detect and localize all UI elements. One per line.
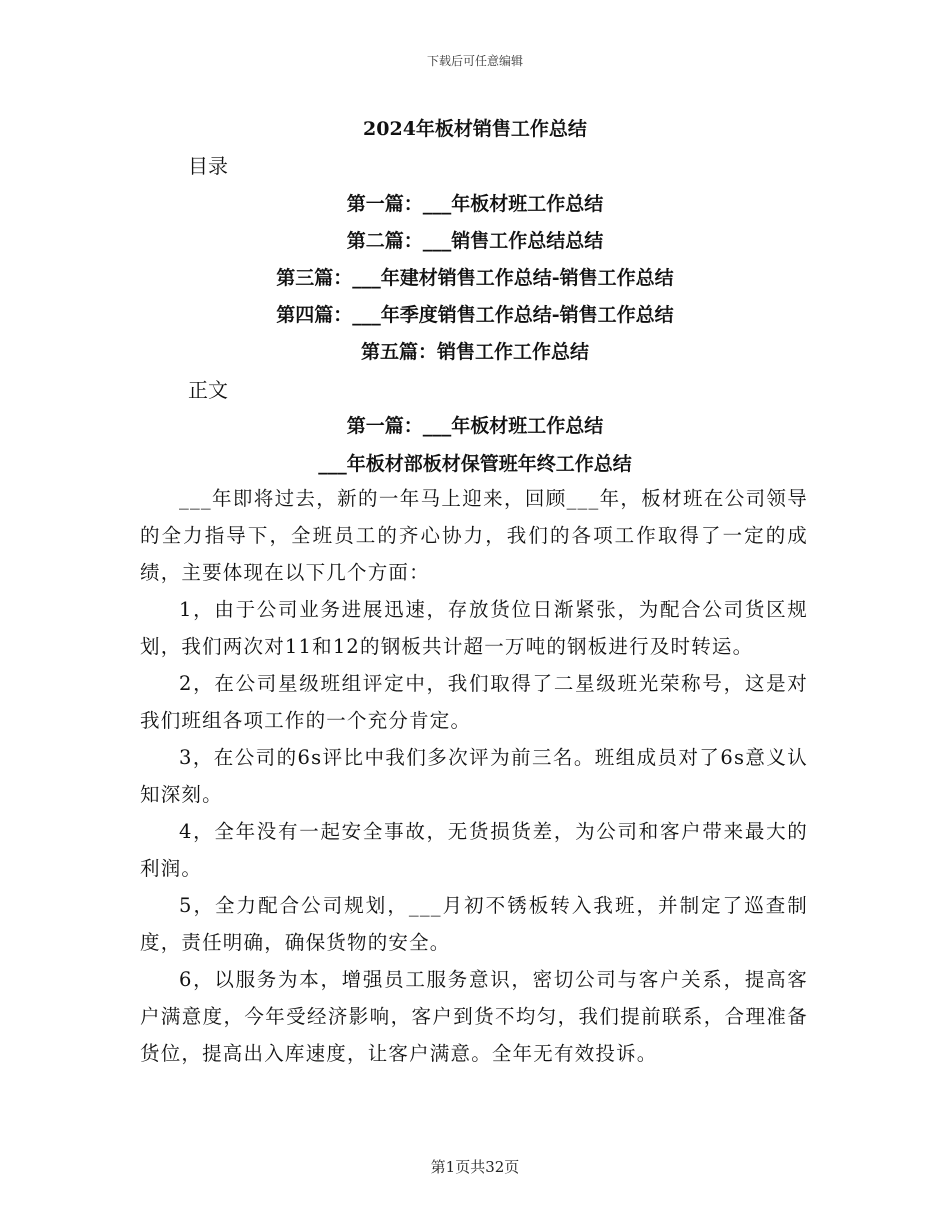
body-paragraph: 2，在公司星级班组评定中，我们取得了二星级班光荣称号，这是对我们班组各项工作的一个充分肯定。	[140, 672, 808, 732]
header-note: 下载后可任意编辑	[426, 54, 523, 68]
page-footer: 第1页共32页	[430, 1158, 520, 1176]
toc-item: 第二篇：___销售工作总结总结	[346, 230, 604, 252]
body-paragraph: 6，以服务为本，增强员工服务意识，密切公司与客户关系，提高客户满意度，今年受经济影响，客户到货不均匀，我们提前联系，合理准备货位，提高出入库速度，让客户满意。全年无有效投诉。	[140, 968, 808, 1065]
document-title: 2024年板材销售工作总结	[363, 118, 587, 140]
body-paragraph: 1，由于公司业务进展迅速，存放货位日渐紧张，为配合公司货区规划，我们两次对11和12的钢板共计超一万吨的钢板进行及时转运。	[140, 598, 808, 658]
toc-label: 目录	[188, 154, 228, 178]
body-paragraph: 4，全年没有一起安全事故，无货损货差，为公司和客户带来最大的利润。	[140, 820, 808, 880]
section-subheading: ___年板材部板材保管班年终工作总结	[318, 453, 632, 475]
toc-item: 第一篇：___年板材班工作总结	[346, 193, 604, 215]
section-heading: 第一篇：___年板材班工作总结	[346, 415, 604, 437]
body-paragraph: 5，全力配合公司规划，___月初不锈板转入我班，并制定了巡查制度，责任明确，确保货物的安全。	[140, 894, 808, 954]
toc-item: 第四篇：___年季度销售工作总结-销售工作总结	[276, 304, 674, 326]
toc-item: 第五篇：销售工作工作总结	[360, 341, 589, 363]
body-paragraph: ___年即将过去，新的一年马上迎来，回顾___年，板材班在公司领导的全力指导下，全班员工的齐心协力，我们的各项工作取得了一定的成绩，主要体现在以下几个方面：	[140, 487, 808, 584]
body-paragraph: 3，在公司的6s评比中我们多次评为前三名。班组成员对了6s意义认知深刻。	[140, 746, 808, 806]
toc-item: 第三篇：___年建材销售工作总结-销售工作总结	[276, 267, 674, 289]
body-label: 正文	[188, 378, 228, 402]
